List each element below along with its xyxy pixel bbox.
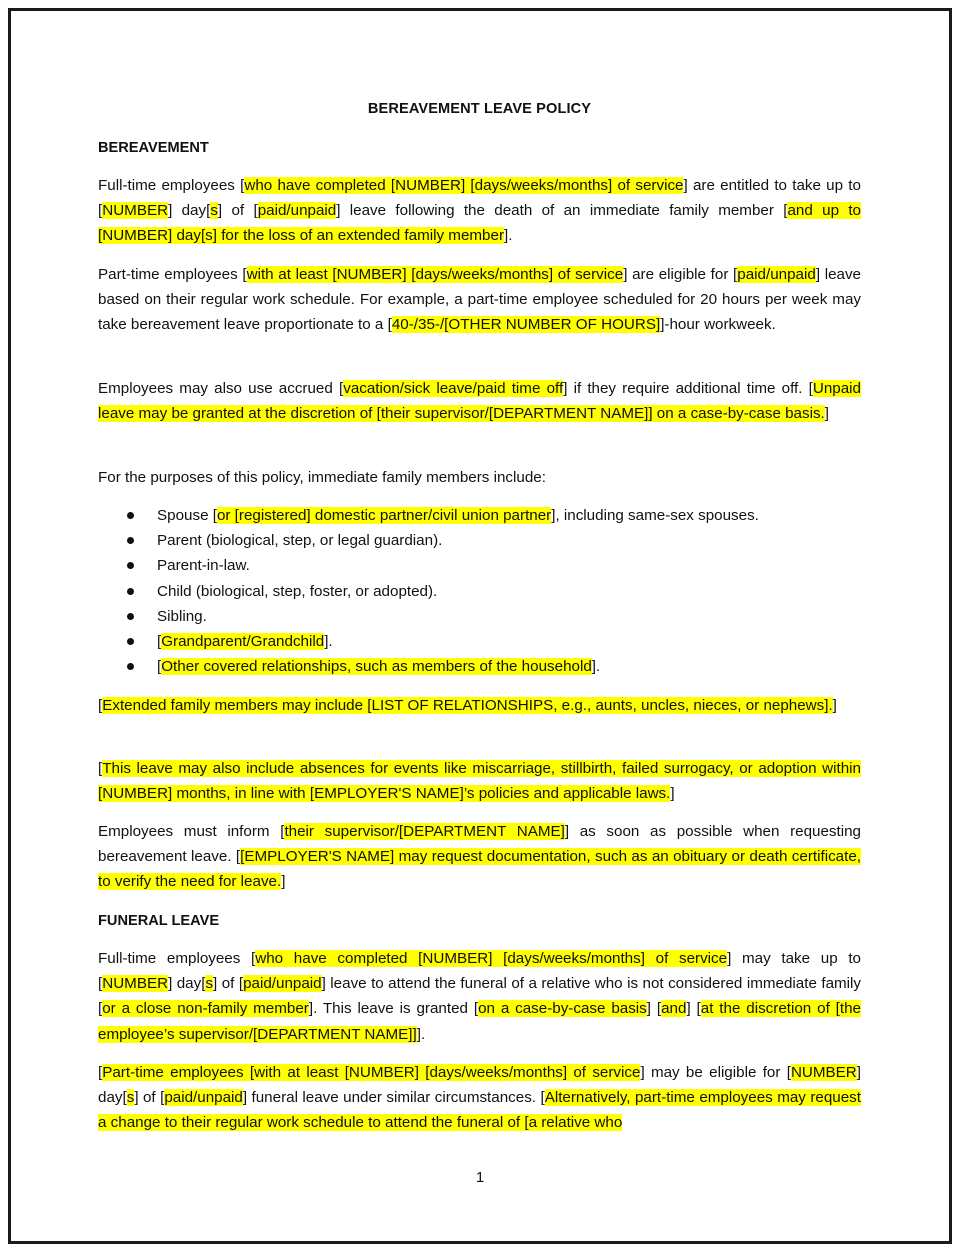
- list-item: Parent-in-law.: [98, 553, 861, 578]
- list-item: Spouse [or [registered] domestic partner/civil union partner], including same-sex spouses.: [98, 503, 861, 528]
- paragraph-extended-family: [Extended family members may include [LIST OF RELATIONSHIPS, e.g., aunts, uncles, nieces, or nephews].]: [98, 697, 837, 714]
- paragraph-fulltime-funeral: Full-time employees [who have completed [NUMBER] [days/weeks/months] of service] may take up to [NUMBER] day[s] of [paid/unpaid] leave to attend the funeral of a relative who is not considered immediate family [or a close non-family member]. This leave is granted [on a case-by-case basis] [and] [at the discretion of [the employee’s supervisor/[DEPARTMENT NAME]]].: [98, 950, 862, 1043]
- document-title: BEREAVEMENT LEAVE POLICY: [367, 101, 592, 117]
- list-item: Sibling.: [98, 604, 861, 629]
- page-number: 1: [475, 1169, 485, 1186]
- paragraph-parttime-funeral: [Part-time employees [with at least [NUMBER] [days/weeks/months] of service] may be eligible for [NUMBER] day[s] of [paid/unpaid] funeral leave under similar circumstances. [Alternatively, part-time employees may request a change to their regular work schedule to attend the funeral of [a relative who: [98, 1064, 862, 1132]
- bullet-icon: [127, 588, 134, 595]
- list-item: [Other covered relationships, such as members of the household].: [98, 654, 861, 679]
- list-item: [Grandparent/Grandchild].: [98, 629, 861, 654]
- paragraph-parttime-bereavement: Part-time employees [with at least [NUMBER] [days/weeks/months] of service] are eligible for [paid/unpaid] leave based on their regular work schedule. For example, a part-time employee scheduled for 20 hours per week may take bereavement leave proportionate to a [40-/35-/[OTHER NUMBER OF HOURS]]-hour workweek.: [98, 266, 862, 334]
- section-heading-funeral: FUNERAL LEAVE: [98, 913, 220, 929]
- bullet-icon: [127, 512, 134, 519]
- bullet-icon: [127, 562, 134, 569]
- paragraph-miscarriage-adoption: [This leave may also include absences for events like miscarriage, stillbirth, failed surrogacy, or adoption within [NUMBER] months, in line with [EMPLOYER'S NAME]’s policies and applicable laws.]: [98, 760, 861, 803]
- paragraph-notification: Employees must inform [their supervisor/[DEPARTMENT NAME]] as soon as possible when requesting bereavement leave. [[EMPLOYER'S NAME] may request documentation, such as an obituary or death certificate, to verify the need for leave.]: [98, 823, 861, 891]
- paragraph-fulltime-bereavement: Full-time employees [who have completed [NUMBER] [days/weeks/months] of service] are entitled to take up to [NUMBER] day[s] of [paid/unpaid] leave following the death of an immediate family member [and up to [NUMBER] day[s] for the loss of an extended family member].: [98, 177, 862, 245]
- bullet-icon: [127, 537, 134, 544]
- list-item: Parent (biological, step, or legal guardian).: [98, 528, 861, 553]
- list-item: Child (biological, step, foster, or adopted).: [98, 579, 861, 604]
- bullet-icon: [127, 638, 134, 645]
- bullet-icon: [127, 663, 134, 670]
- family-member-list: [98, 503, 861, 679]
- paragraph-immediate-family-intro: For the purposes of this policy, immediate family members include:: [98, 469, 546, 486]
- bullet-icon: [127, 613, 134, 620]
- paragraph-accrued-leave: Employees may also use accrued [vacation/sick leave/paid time off] if they require additional time off. [Unpaid leave may be granted at the discretion of [their supervisor/[DEPARTMENT NAME]] on a case-by-case basis.]: [98, 380, 861, 423]
- section-heading-bereavement: BEREAVEMENT: [98, 140, 209, 156]
